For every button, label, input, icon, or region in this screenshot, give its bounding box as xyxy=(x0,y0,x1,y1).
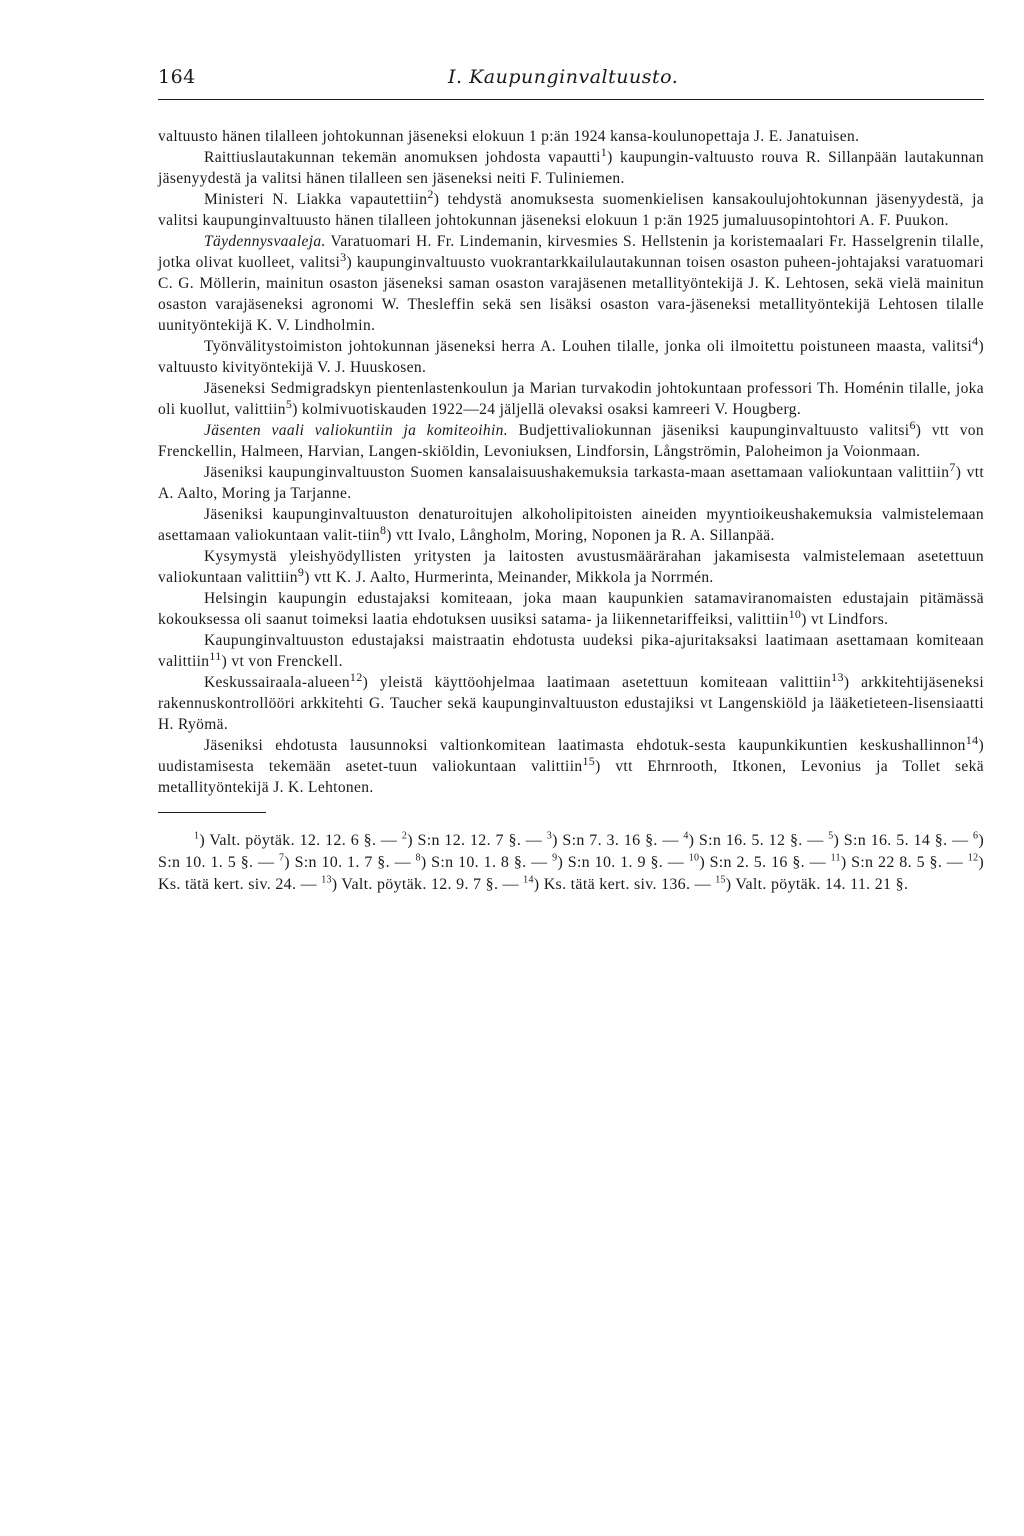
paragraph xyxy=(158,732,984,798)
footnote-text: ) S:n 2. 5. 16 §. — xyxy=(699,854,831,871)
footnote-ref: 5 xyxy=(285,396,293,411)
footnote-ref: 3 xyxy=(340,249,347,264)
paragraph-text: Raittiuslautakunnan tekemän anomuksen johdosta vapautti xyxy=(204,149,601,166)
paragraph-text: Keskussairaala-alueen xyxy=(204,674,350,691)
paragraph-text: ) arkkitehtijäseneksi rakennuskontrollööri arkkitehti G. Taucher sekä kaupunginvaltuuston edustajiksi vt Langenskiöld ja lääketieteen-lisensiaatti H. Ryömä. xyxy=(158,674,984,733)
footnote-rule xyxy=(158,812,266,813)
paragraph-text: Ministeri N. Liakka vapautettiin xyxy=(204,191,428,208)
footnote-number: 15 xyxy=(715,874,726,886)
footnote-number: 1 xyxy=(194,830,200,842)
footnote-text: ) S:n 10. 1. 8 §. — xyxy=(420,854,553,871)
footnote-ref: 8 xyxy=(379,522,387,537)
footnote-text: ) S:n 16. 5. 12 §. — xyxy=(688,832,829,849)
footnote-number: 7 xyxy=(278,852,285,864)
paragraph-text: Jäseniksi kaupunginvaltuuston denaturoitujen alkoholipitoisten aineiden myyntioikeushakemuksia valmistelemaan asettamaan valiokuntaan valit-tiin xyxy=(158,506,984,544)
footnote-ref: 4 xyxy=(972,333,979,348)
paragraph xyxy=(158,417,984,462)
footnote-ref: 2 xyxy=(427,186,434,201)
footnote-ref: 13 xyxy=(831,669,844,684)
footnote-ref: 12 xyxy=(349,669,363,684)
section-heading: Jäsenten vaali valiokuntiin ja komiteoihin. xyxy=(204,422,508,439)
paragraph xyxy=(158,588,984,630)
paragraph-text: ) yleistä käyttöohjelmaa laatimaan asetettuun komiteaan valittiin xyxy=(362,674,832,691)
paragraph-text: ) tehdystä anomuksesta suomenkielisen kansakoulujohtokunnan jäsenyydestä, ja valitsi kaupunginvaltuusto hänen tilalleen johtokunnan jäseneksi elokuun 1 p:än 1925 jumaluusopintohtori A. F. Puukon. xyxy=(158,191,984,229)
paragraph xyxy=(158,630,984,672)
paragraph-text: Jäseniksi ehdotusta lausunnoksi valtionkomitean laatimasta ehdotuk-sesta kaupunkikuntien keskushallinnon xyxy=(204,737,966,754)
running-title: I. Kaupunginvaltuusto. xyxy=(448,66,679,88)
paragraph-text: Kaupunginvaltuuston edustajaksi maistraatin ehdotusta uudeksi pika-ajuritaksaksi laatimaan asettamaan komiteaan valittiin xyxy=(158,632,984,670)
paragraph-text: valtuusto hänen tilalleen johtokunnan jäseneksi elokuun 1 p:än 1924 kansa-koulunopettaja J. E. Janatuisen. xyxy=(158,128,860,145)
paragraph xyxy=(158,333,984,378)
footnote-text: ) S:n 16. 5. 14 §. — xyxy=(833,832,974,849)
paragraph xyxy=(158,459,985,504)
paragraph-text: ) kaupunginvaltuusto vuokrantarkkailulautakunnan toisen osaston puheen-johtajaksi varatuomari C. G. Möllerin, mainitun osaston jäseneksi saman osaston varajäsenen metallityöntekijä J. K. Lehtosen, sekä vielä mainitun osaston varajäseneksi agronomi W. Thesleffin sekä sen lisäksi osaston vara-jäseneksi metallityöntekijä Lehtosen tilalle uunityöntekijä K. V. Lindholmin. xyxy=(158,254,984,334)
paragraph-text: ) vtt Ivalo, Långholm, Moring, Noponen ja R. A. Sillanpää. xyxy=(386,527,775,544)
paragraph-text: ) vt Lindfors. xyxy=(801,611,889,628)
paragraph-text: Varatuomari H. Fr. Lindemanin, kirvesmies S. Hellstenin ja koristemaalari Fr. Hasselgrenin tilalle, jotka olivat kuolleet, valitsi xyxy=(158,233,984,271)
footnote-text: ) S:n 10. 1. 7 §. — xyxy=(284,854,416,871)
paragraph-text: Työnvälitystoimiston johtokunnan jäseneksi herra A. Louhen tilalle, jonka oli ilmoitettu poistuneen maasta, valitsi xyxy=(204,338,973,355)
footnote-text: ) Valt. pöytäk. 12. 9. 7 §. — xyxy=(331,876,524,893)
footnote-number: 2 xyxy=(401,830,408,842)
footnote-ref: 1 xyxy=(600,144,608,159)
footnote-text: ) Valt. pöytäk. 14. 11. 21 §. xyxy=(725,876,909,893)
footnote-number: 12 xyxy=(967,852,979,864)
footnote-ref: 6 xyxy=(909,417,916,432)
footnote-ref: 9 xyxy=(297,564,305,579)
footnote-text: ) Ks. tätä kert. siv. 136. — xyxy=(533,876,716,893)
footnote-text: ) S:n 12. 12. 7 §. — xyxy=(407,832,547,849)
paragraph-text: ) uudistamisesta tekemään asetet-tuun valiokuntaan valittiin xyxy=(158,737,984,775)
paragraph-text: ) vtt A. Aalto, Moring ja Tarjanne. xyxy=(158,464,985,502)
paragraph-text: Budjettivaliokunnan jäseniksi kaupunginvaltuusto valitsi xyxy=(507,422,910,439)
footnote-number: 5 xyxy=(828,830,834,842)
footnote-number: 10 xyxy=(688,852,700,864)
paragraph-text: Kysymystä yleishyödyllisten yritysten ja laitosten avustusmäärärahan jakamisesta valmistelemaan asetettuun valiokuntaan valittiin xyxy=(158,548,984,586)
paragraph-text: ) vtt K. J. Aalto, Hurmerinta, Meinander, Mikkola ja Norrmén. xyxy=(304,569,714,586)
footnote-text: ) S:n 22 8. 5 §. — xyxy=(840,854,968,871)
body-text xyxy=(158,126,984,798)
footnote-ref: 11 xyxy=(209,648,222,663)
paragraph xyxy=(158,231,984,336)
paragraph-text: ) valtuusto kivityöntekijä V. J. Huuskosen. xyxy=(158,338,984,376)
paragraph xyxy=(158,504,984,546)
paragraph-text: ) vt von Frenckell. xyxy=(221,653,343,670)
footnote-text: ) Valt. pöytäk. 12. 12. 6 §. — xyxy=(199,832,402,849)
header-rule xyxy=(158,99,984,100)
paragraph xyxy=(158,669,984,735)
footnote-text: ) S:n 10. 1. 9 §. — xyxy=(557,854,689,871)
footnote-ref: 7 xyxy=(949,459,956,474)
footnote-number: 4 xyxy=(683,830,689,842)
paragraph xyxy=(158,378,984,420)
footnote-ref: 14 xyxy=(965,732,979,747)
footnote-number: 11 xyxy=(830,852,841,864)
footnote-number: 14 xyxy=(523,874,534,886)
page-header xyxy=(158,66,984,96)
footnote-text: ) S:n 10. 1. 5 §. — xyxy=(158,832,984,871)
paragraph-text: Helsingin kaupungin edustajaksi komiteaan, joka maan kaupunkien satamaviranomaisten edustajain pitämässä kokouksessa oli saanut toimeksi laatia ehdotuksen uusiksi satama- ja liikennetariffeiksi, valittiin xyxy=(158,590,984,628)
paragraph xyxy=(158,126,984,147)
footnote-text: ) Ks. tätä kert. siv. 24. — xyxy=(158,854,985,893)
footnote-text: ) S:n 7. 3. 16 §. — xyxy=(552,832,684,849)
footnote-number: 13 xyxy=(321,874,332,886)
footnote-ref: 15 xyxy=(582,753,596,768)
paragraph-text: ) kaupungin-valtuusto rouva R. Sillanpään lautakunnan jäsenyydestä ja valitsi hänen tilalleen sen jäseneksi neiti F. Tuliniemen. xyxy=(158,149,984,187)
paragraph-text: ) vtt Ehrnrooth, Itkonen, Levonius ja Tollet sekä metallityöntekijä J. K. Lehtonen. xyxy=(158,758,984,796)
paragraph xyxy=(158,186,984,231)
paragraph-text: ) kolmivuotiskauden 1922—24 jäljellä olevaksi osaksi kamreeri V. Hougberg. xyxy=(292,401,802,418)
footnote-ref: 10 xyxy=(788,606,802,621)
footnotes xyxy=(158,830,984,896)
footnote-number: 8 xyxy=(415,852,421,864)
paragraph xyxy=(158,144,984,189)
paragraph-text: Jäseniksi kaupunginvaltuuston Suomen kansalaisuushakemuksia tarkasta-maan asettamaan valiokuntaan valittiin xyxy=(204,464,950,481)
page-number: 164 xyxy=(158,66,196,88)
footnote-number: 6 xyxy=(973,830,979,842)
footnote-number: 3 xyxy=(546,830,553,842)
paragraph xyxy=(158,546,984,588)
footnote-number: 9 xyxy=(552,852,558,864)
paragraph-text: ) vtt von Frenckellin, Halmeen, Harvian, Langen-skiöldin, Levoniuksen, Lindforsin, Långströmin, Paloheimon ja Voionmaan. xyxy=(158,422,984,460)
section-heading: Täydennysvaaleja. xyxy=(204,233,326,250)
paragraph-text: Jäseneksi Sedmigradskyn pientenlastenkoulun ja Marian turvakodin johtokuntaan professori Th. Homénin tilalle, joka oli kuollut, valittiin xyxy=(158,380,984,418)
